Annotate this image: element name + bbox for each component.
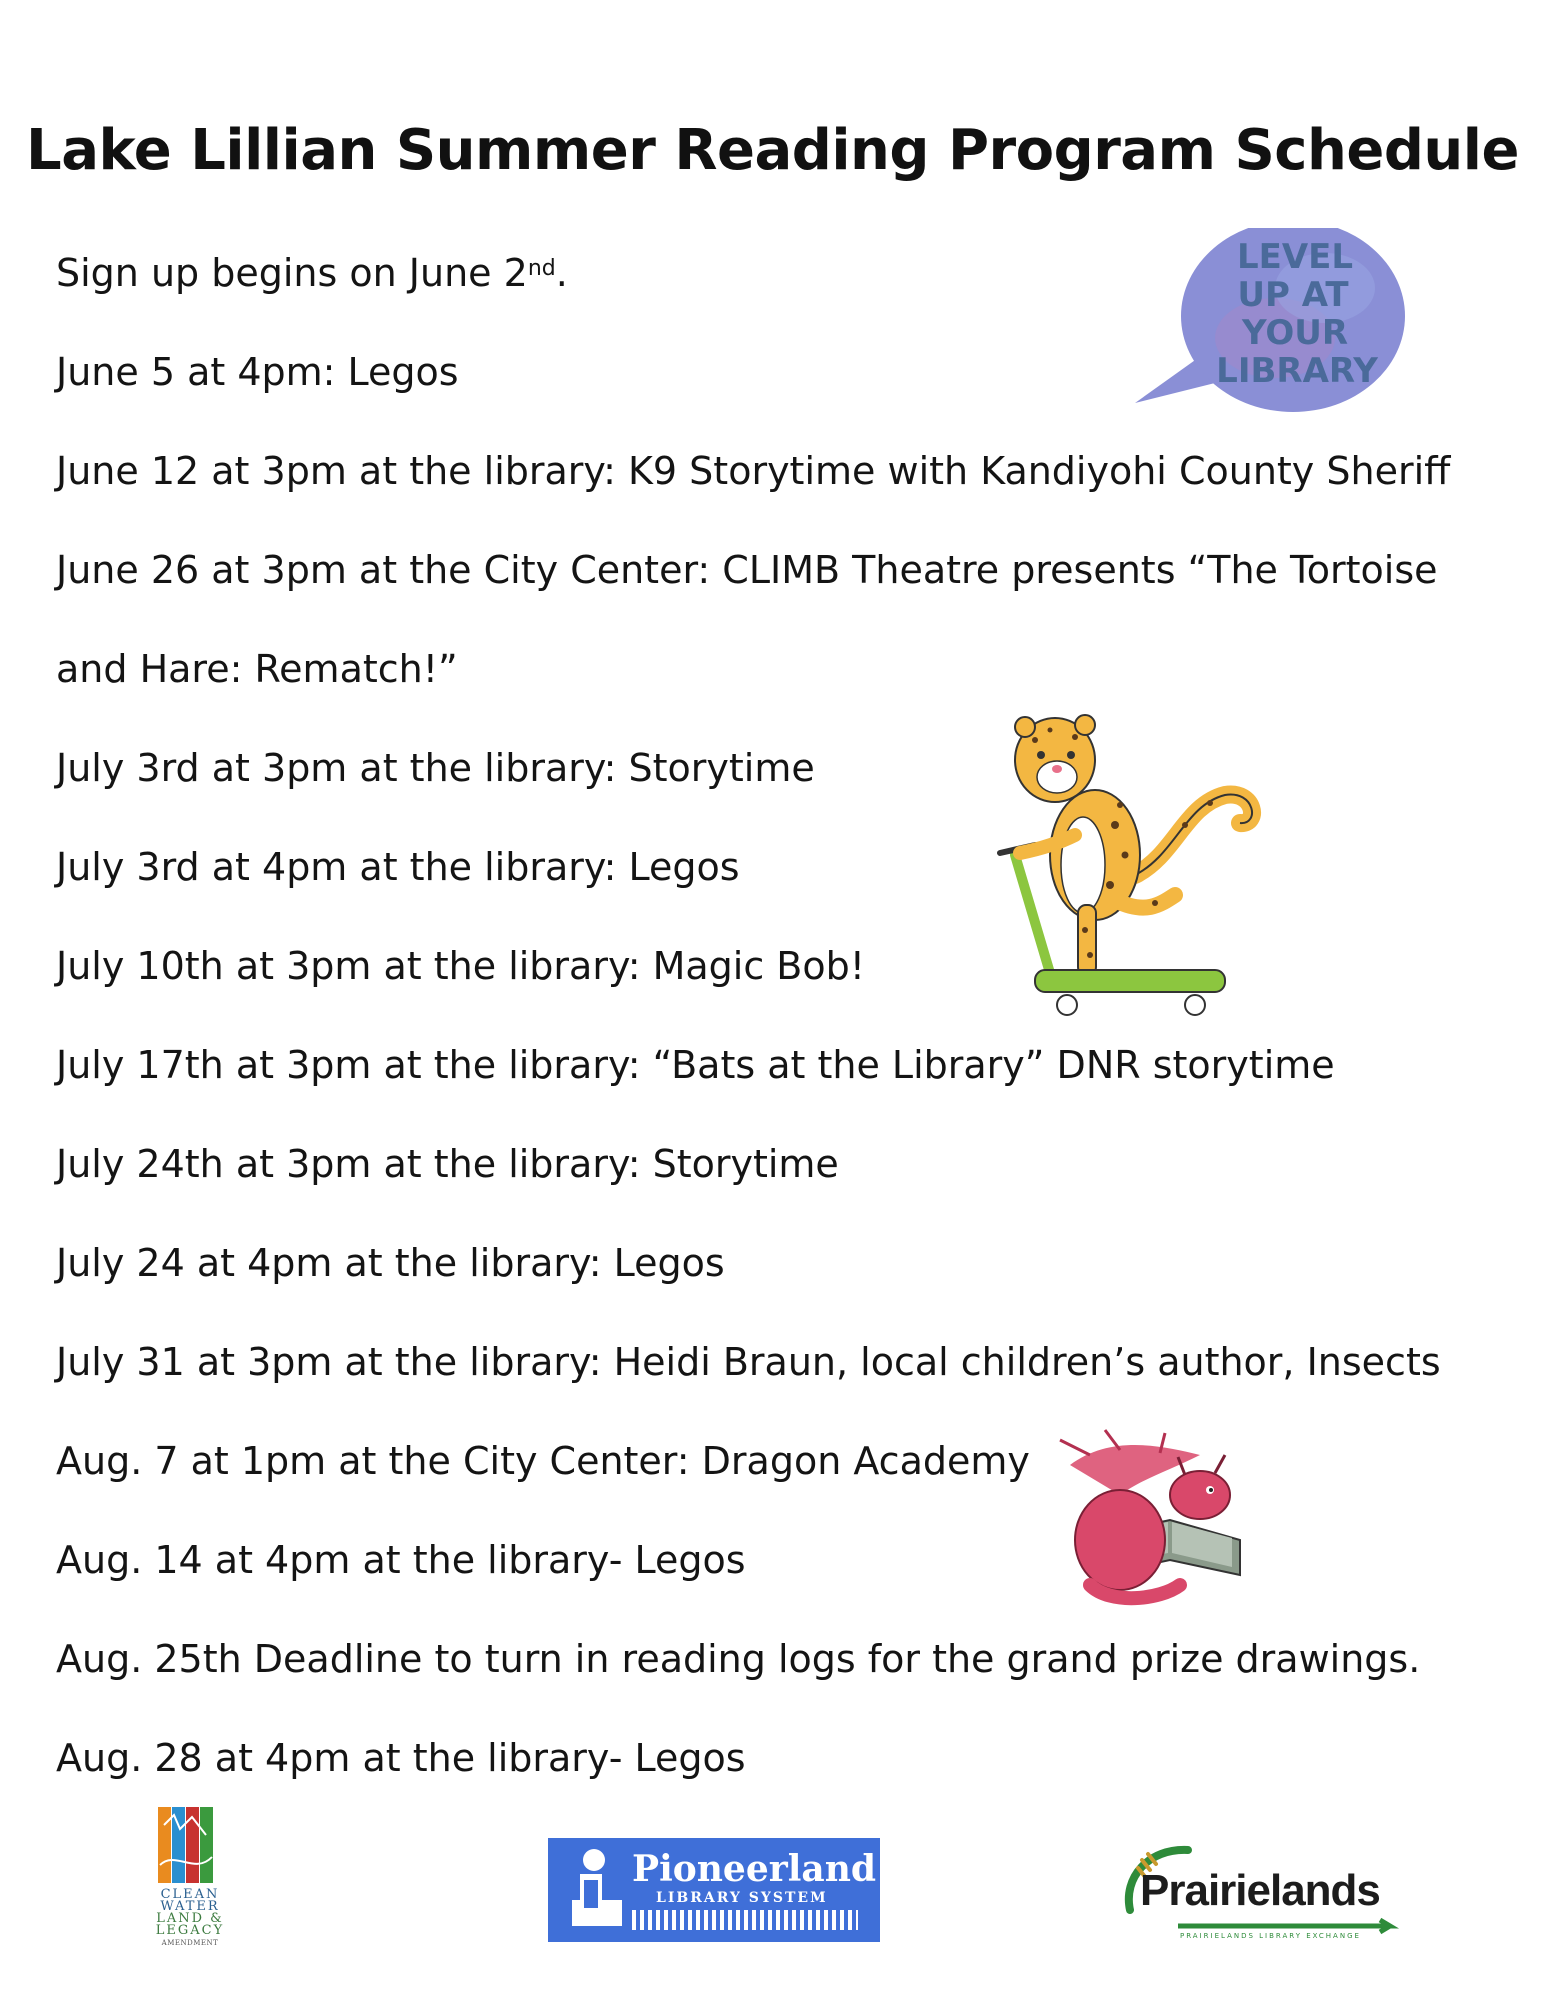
legacy-emblem-icon [150,1805,230,1885]
event-line: July 3rd at 3pm at the library: Storytime [56,746,815,790]
event-line: June 5 at 4pm: Legos [56,350,459,394]
event-line: Aug. 28 at 4pm at the library- Legos [56,1736,746,1780]
logo-word: WATER [160,1899,220,1914]
event-line: July 31 at 3pm at the library: Heidi Braun, local children’s author, Insects [56,1340,1441,1384]
event-line: Aug. 14 at 4pm at the library- Legos [56,1538,746,1582]
logo-word: LAND & [156,1911,224,1926]
signup-end: . [555,251,568,295]
event-line: June 26 at 3pm at the City Center: CLIMB Theatre presents “The Tortoise [56,548,1438,592]
event-line: July 3rd at 4pm at the library: Legos [56,845,740,889]
leopard-scooter-illustration [975,705,1295,1035]
pioneerland-logo [548,1838,880,1942]
bubble-line-4: LIBRARY [1216,351,1378,391]
reader-icon [562,1838,632,1942]
event-line: July 24 at 4pm at the library: Legos [56,1241,725,1285]
bubble-line-1: LEVEL [1236,237,1354,277]
event-line: July 17th at 3pm at the library: “Bats at the Library” DNR storytime [56,1043,1335,1087]
pioneerland-barcode [632,1910,858,1930]
event-line: June 12 at 3pm at the library: K9 Storytime with Kandiyohi County Sheriff [56,449,1451,493]
clean-water-legacy-logo [150,1805,230,1955]
event-line: July 10th at 3pm at the library: Magic Bob! [56,944,865,988]
signup-text: Sign up begins on June 2 [56,251,528,295]
prairielands-logo [1118,1838,1418,1948]
event-line: July 24th at 3pm at the library: Storytime [56,1142,839,1186]
signup-sup: nd [527,256,556,281]
bubble-line-3: YOUR [1241,313,1349,353]
event-line: Aug. 7 at 1pm at the City Center: Dragon Academy [56,1439,1030,1483]
bubble-line-2: UP AT [1237,275,1349,315]
pioneerland-sub: LIBRARY SYSTEM [656,1890,828,1906]
dragon-book-illustration [1050,1425,1270,1610]
pioneerland-name: Pioneerland [632,1848,877,1890]
page-title: Lake Lillian Summer Reading Program Schedule [26,118,1519,183]
prairielands-sub: PRAIRIELANDS LIBRARY EXCHANGE [1180,1932,1361,1940]
logo-word: CLEAN [160,1887,220,1902]
event-line-continued: and Hare: Rematch!” [56,647,458,691]
signup-line [56,250,568,296]
clean-water-text [150,1889,230,1949]
prairielands-name: Prairielands [1140,1866,1380,1915]
event-line: Aug. 25th Deadline to turn in reading logs for the grand prize drawings. [56,1637,1421,1681]
speech-bubble-logo [1125,228,1425,428]
logo-word: AMENDMENT [161,1939,219,1947]
logo-word: LEGACY [155,1923,225,1938]
